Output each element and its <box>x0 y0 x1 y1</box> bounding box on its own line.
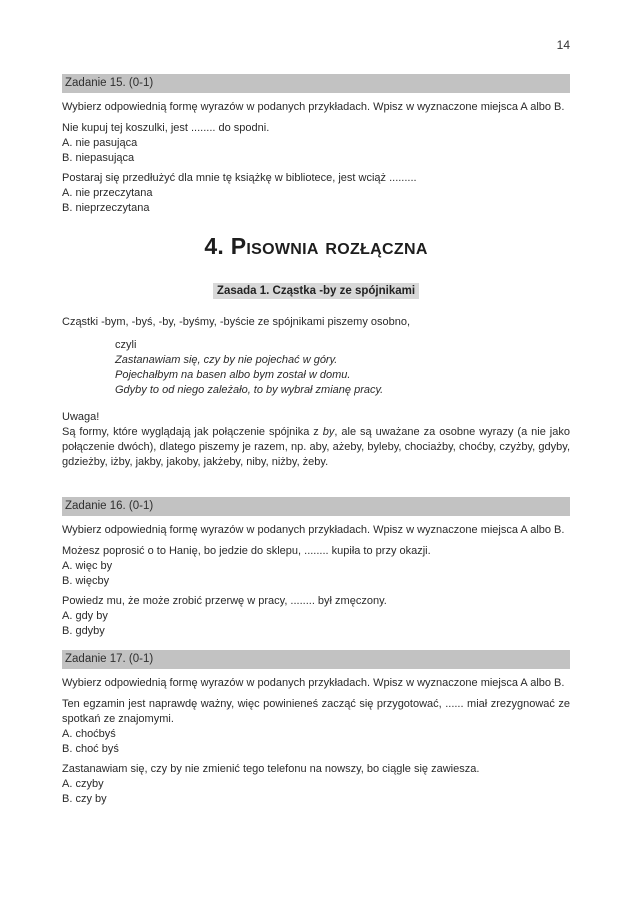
option-b: B. gdyby <box>62 625 105 637</box>
example-line-3: Gdyby to od niego zależało, to by wybrał zmianę pracy. <box>115 384 384 396</box>
question-prompt: Postaraj się przedłużyć dla mnie tę książkę w bibliotece, jest wciąż ......... <box>62 172 417 184</box>
task-17-question-1 <box>62 697 570 757</box>
option-a: A. więc by <box>62 560 113 572</box>
option-b: B. czy by <box>62 793 107 805</box>
example-line-2: Pojechałbym na basen albo bym został w domu. <box>115 369 351 381</box>
note-label: Uwaga! <box>62 411 100 423</box>
task-17-instruction: Wybierz odpowiednią formę wyrazów w podanych przykładach. Wpisz w wyznaczone miejsca A albo B. <box>62 677 565 689</box>
example-line-1: Zastanawiam się, czy by nie pojechać w góry. <box>115 354 338 366</box>
option-a: A. nie pasująca <box>62 137 138 149</box>
task-15-question-2 <box>62 171 570 216</box>
option-b: B. choć byś <box>62 743 119 755</box>
question-prompt: Ten egzamin jest naprawdę ważny, więc powinieneś zacząć się przygotować, ...... miał zrezygnować ze spotkań ze znajomymi. <box>62 698 570 725</box>
rule-heading <box>62 283 570 300</box>
task-16-question-1 <box>62 544 570 589</box>
task-16-instruction: Wybierz odpowiednią formę wyrazów w podanych przykładach. Wpisz w wyznaczone miejsca A albo B. <box>62 524 565 536</box>
task-15-header-bar <box>62 74 570 93</box>
task-17-header-label: Zadanie 17. (0-1) <box>65 653 154 665</box>
task-15-instruction: Wybierz odpowiednią formę wyrazów w podanych przykładach. Wpisz w wyznaczone miejsca A albo B. <box>62 101 565 113</box>
question-prompt: Powiedz mu, że może zrobić przerwę w pracy, ........ był zmęczony. <box>62 595 387 607</box>
question-prompt: Zastanawiam się, czy by nie zmienić tego telefonu na nowszy, bo ciągle się zawiesza. <box>62 763 480 775</box>
task-16-question-2 <box>62 594 570 639</box>
rule-examples <box>115 338 570 398</box>
note-paragraph <box>62 425 570 470</box>
option-a: A. choćbyś <box>62 728 116 740</box>
section-title: 4. Pisownia rozłączna <box>204 233 428 259</box>
page-number: 14 <box>556 38 570 52</box>
task-16-header-bar <box>62 497 570 516</box>
question-prompt: Nie kupuj tej koszulki, jest ........ do spodni. <box>62 122 270 134</box>
note-text-post: , ale są uważane za osobne wyrazy (a nie jako połączenie dwóch), dlatego piszemy je razem, np. aby, ażeby, byleby, chociażby, choćby, czyżby, gdyby, gdzieżby, iżby, jakby, jakoby, jakżeby, niby, niżby, żeby. <box>62 426 570 468</box>
option-b: B. więcby <box>62 575 110 587</box>
task-15-question-1 <box>62 121 570 166</box>
task-17-header-bar <box>62 650 570 669</box>
task-17-question-2 <box>62 762 570 807</box>
option-b: B. niepasująca <box>62 152 135 164</box>
option-a: A. czyby <box>62 778 104 790</box>
note-text-pre: Są formy, które wyglądają jak połączenie spójnika z <box>62 426 323 438</box>
examples-label: czyli <box>115 339 137 351</box>
option-a: A. gdy by <box>62 610 108 622</box>
task-15-header-label: Zadanie 15. (0-1) <box>65 77 154 89</box>
option-b: B. nieprzeczytana <box>62 202 150 214</box>
question-prompt: Możesz poprosić o to Hanię, bo jedzie do sklepu, ........ kupiła to przy okazji. <box>62 545 431 557</box>
note-text-italic: by <box>322 426 335 438</box>
rule-heading-highlight: Zasada 1. Cząstka -by ze spójnikami <box>213 283 419 299</box>
option-a: A. nie przeczytana <box>62 187 153 199</box>
task-16-header-label: Zadanie 16. (0-1) <box>65 500 154 512</box>
rule-intro: Cząstki -bym, -byś, -by, -byśmy, -byście ze spójnikami piszemy osobno, <box>62 316 411 328</box>
